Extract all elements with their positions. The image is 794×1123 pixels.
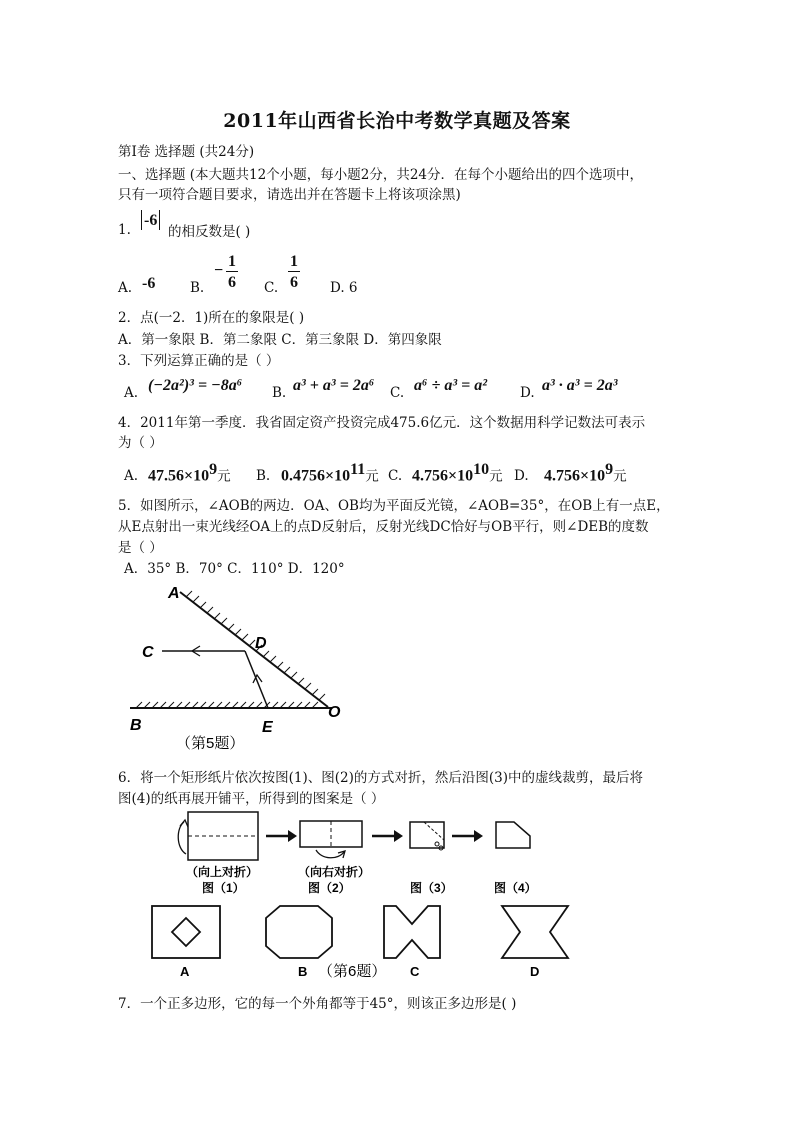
q2-options: A．第一象限 B．第二象限 C．第三象限 D．第四象限: [118, 332, 442, 348]
q6-option-d-label: D: [530, 964, 540, 979]
q6-option-a-shape: [152, 906, 220, 958]
q6-scissors-icon: [435, 842, 439, 846]
q3-option-d-label: D.: [520, 385, 535, 401]
q4-option-c-label: C.: [388, 468, 403, 484]
q1-option-a-value: -6: [142, 275, 156, 292]
q5-stem-line-1: 5．如图所示，∠AOB的两边．OA、OB均为平面反光镜，∠AOB=35°，在OB上有一点E，: [118, 498, 670, 514]
q1-option-b-denominator: 6: [228, 274, 236, 291]
q4-option-d-label: D.: [514, 468, 529, 484]
q4-option-c: $4.756\times 10^{10}$元: [412, 461, 503, 485]
q3-option-d-expr: a³ · a³ = 2a³: [542, 377, 618, 394]
q6-fig4-shape: [496, 822, 530, 848]
q1-number: 1.: [118, 222, 131, 238]
q6-option-d-shape: [502, 906, 568, 958]
q6-fig2-label: 图（2）: [308, 881, 351, 895]
q6-fig3-label: 图（3）: [410, 881, 453, 895]
q1-abs-value: -6: [141, 210, 160, 230]
q6-caption: （第6题）: [318, 963, 387, 980]
q6-stem-line-1: 6．将一个矩形纸片依次按图(1)、图(2)的方式对折，然后沿图(3)中的虚线裁剪，最后将: [118, 770, 643, 786]
q3-stem: 3．下列运算正确的是（ ）: [118, 353, 280, 369]
q4-option-a-label: A.: [124, 468, 139, 484]
section-heading: 第Ⅰ卷 选择题 (共24分): [118, 144, 255, 160]
q1-option-c-label: C.: [264, 280, 279, 296]
q2-stem: 2．点(一2．1)所在的象限是( ): [118, 310, 305, 326]
q5-label-o: O: [328, 704, 341, 721]
q7-stem: 7．一个正多边形，它的每一个外角都等于45°，则该正多边形是( ): [118, 996, 517, 1012]
q5-stem-line-2: 从E点射出一束光线经OA上的点D反射后，反射光线DC恰好与OB平行，则∠DEB的度数: [118, 519, 649, 535]
q5-label-d: D: [255, 635, 267, 652]
q6-fig1-label: 图（1）: [202, 881, 245, 895]
q5-options: A．35° B．70° C．110° D．120°: [124, 561, 345, 577]
q5-stem-line-3: 是（ ）: [118, 540, 163, 556]
q6-fig4-label: 图（4）: [494, 881, 537, 895]
q3-option-a-label: A.: [124, 385, 139, 401]
q5-label-b: B: [130, 717, 142, 734]
q1-option-b-numerator: 1: [228, 253, 236, 270]
q6-fig2-fold-arrow: [316, 850, 344, 858]
q3-option-c-label: C.: [390, 385, 405, 401]
instructions-line-1: 一、选择题 (本大题共12个小题，每小题2分，共24分．在每个小题给出的四个选项中，: [118, 167, 644, 183]
q4-option-d: $4.756\times 10^9$元: [544, 461, 627, 485]
q1-option-b-label: B.: [190, 280, 205, 296]
page-title: 2011年山西省长治中考数学真题及答案: [223, 110, 571, 132]
q6-figure: [140, 806, 600, 981]
q5-label-a: A: [168, 585, 180, 602]
q1-option-a-label: A.: [118, 280, 133, 296]
q6-option-c-shape: [384, 906, 440, 958]
q4-stem-line-2: 为（ ）: [118, 435, 163, 451]
q4-option-a: $47.56\times 10^9$元: [148, 461, 231, 485]
q6-stem-line-2: 图(4)的纸再展开铺平，所得到的图案是（ ）: [118, 791, 385, 807]
q6-fig3-cut-line: [424, 822, 444, 840]
q6-option-b-shape: [266, 906, 332, 958]
q5-line-oa: [180, 592, 328, 707]
q3-option-b-label: B.: [272, 385, 287, 401]
q5-caption: （第5题）: [176, 735, 245, 752]
q5-label-c: C: [142, 644, 154, 661]
q6-option-c-label: C: [410, 964, 420, 979]
q4-stem-line-1: 4．2011年第一季度．我省固定资产投资完成475.6亿元．这个数据用科学记数法可表示: [118, 415, 646, 431]
q4-option-b: $0.4756\times 10^{11}$元: [281, 461, 379, 485]
q3-option-c-expr: a⁶ ÷ a³ = a²: [414, 377, 488, 394]
q6-note-1: （向上对折）: [186, 865, 259, 879]
q4-option-b-label: B.: [256, 468, 271, 484]
q1-option-d: D. 6: [330, 280, 358, 296]
instructions-line-2: 只有一项符合题目要求，请选出并在答题卡上将该项涂黑): [118, 187, 461, 203]
q6-fig1-fold-arrow: [178, 822, 186, 854]
q3-option-b-expr: a³ + a³ = 2a⁶: [293, 377, 375, 394]
q6-option-a-label: A: [180, 964, 190, 979]
q1-stem: 的相反数是( ): [168, 224, 251, 240]
q1-option-c-denominator: 6: [290, 274, 298, 291]
q5-figure: [120, 580, 360, 760]
q1-option-b-sign: −: [214, 262, 224, 279]
q5-ray-ed: [245, 651, 268, 708]
q1-option-c-numerator: 1: [290, 253, 298, 270]
q5-label-e: E: [262, 719, 273, 736]
q3-option-a-expr: (−2a²)³ = −8a⁶: [148, 377, 243, 394]
q6-note-2: （向右对折）: [298, 865, 371, 879]
q6-option-b-label: B: [298, 964, 308, 979]
